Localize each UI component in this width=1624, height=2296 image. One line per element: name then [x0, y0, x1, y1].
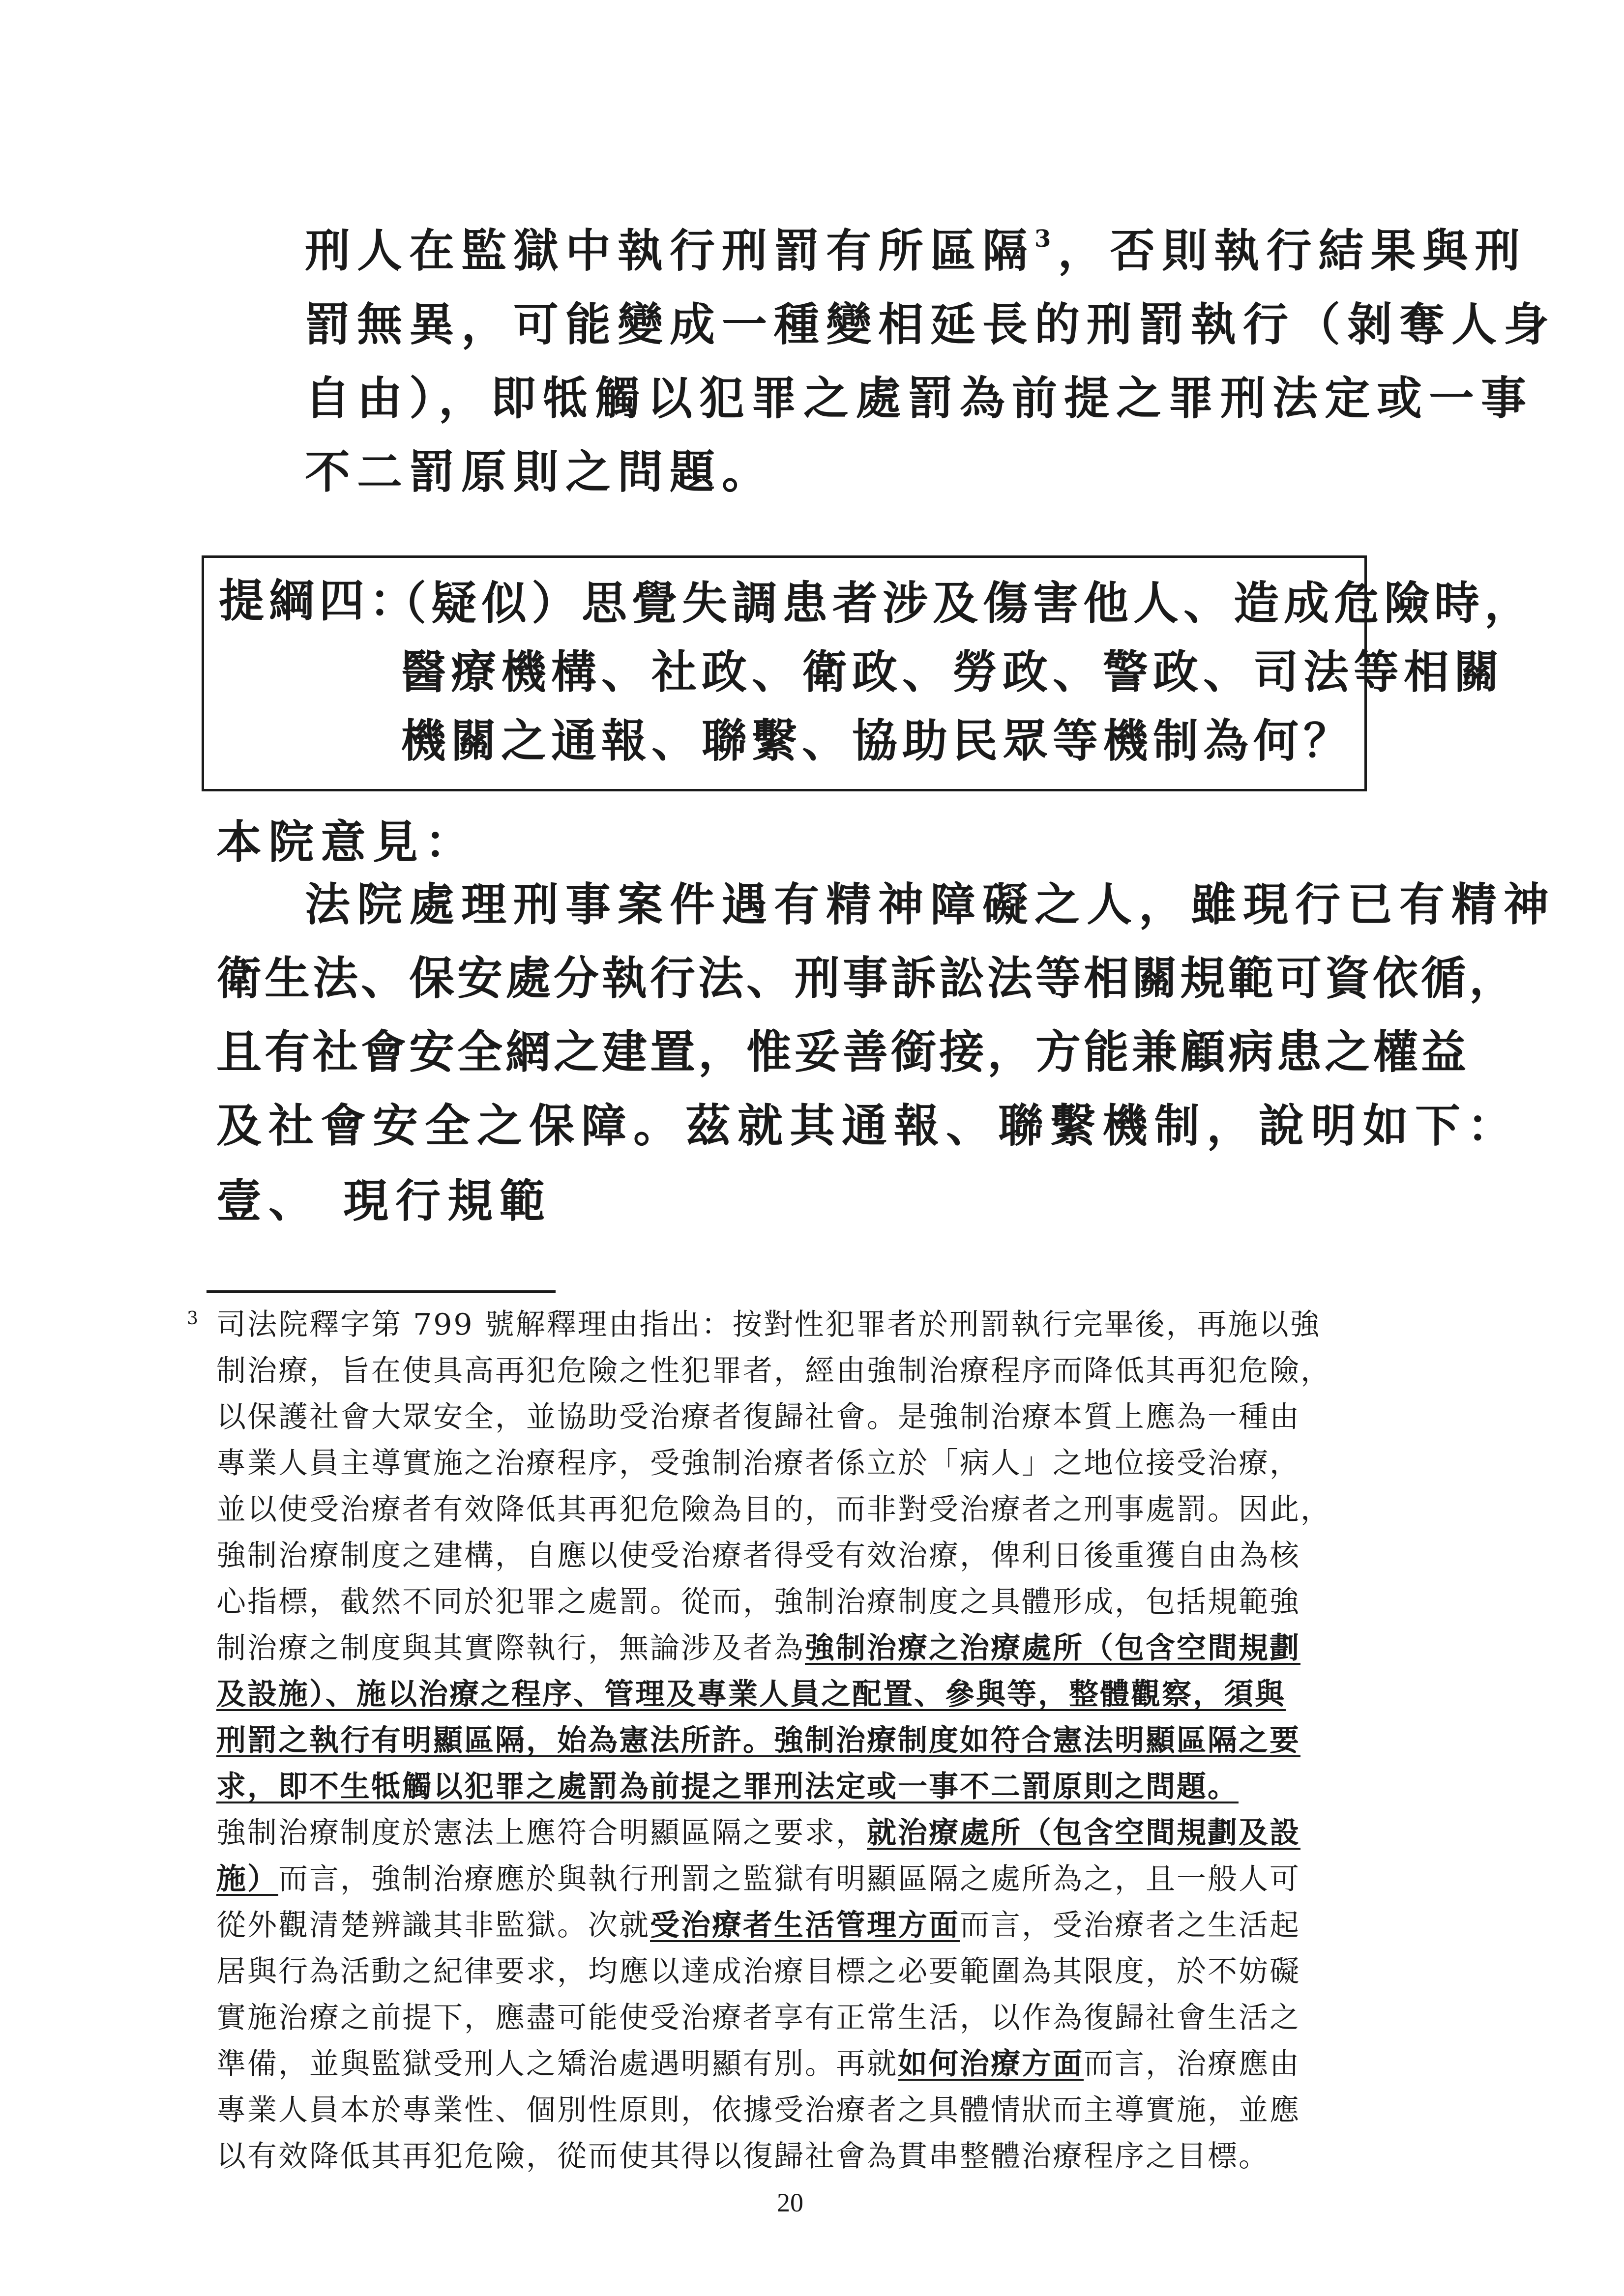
- footnote-line: 制治療，旨在使具高再犯危險之性犯罪者，經由強制治療程序而降低其再犯危險，: [216, 1354, 1331, 1388]
- footnote-line: [216, 1625, 1367, 1671]
- footnote-line: 實施治療之前提下，應盡可能使受治療者享有正常生活，以作為復歸社會生活之: [216, 2001, 1300, 2035]
- outline-text: [381, 569, 1535, 775]
- footnote-line: 強制治療制度之建構，自應以使受治療者得受有效治療，俾利日後重獲自由為核: [216, 1539, 1300, 1573]
- intro-line-1: [305, 221, 1527, 280]
- footnote-line: 以有效降低其再犯危險，從而使其得以復歸社會為貫串整體治療程序之目標。: [216, 2139, 1270, 2174]
- footnote-emphasis: 強制治療之治療處所（包含空間規劃: [805, 1631, 1300, 1665]
- intro-line-1-text-b: ，否則執行結果與刑: [1058, 224, 1527, 277]
- section-heading: 壹、 現行規範: [216, 1174, 552, 1227]
- footnote-text: 從外觀清楚辨識其非監獄。次就: [216, 1908, 650, 1943]
- footnote-marker: 3: [187, 1308, 198, 1329]
- footnote-line: 並以使受治療者有效降低其再犯危險為目的，而非對受治療者之刑事處罰。因此，: [216, 1492, 1331, 1527]
- footnote-text: 強制治療制度於憲法上應符合明顯區隔之要求，: [216, 1816, 867, 1850]
- footnote-line: [216, 2041, 1367, 2087]
- page-number: 20: [777, 2188, 803, 2217]
- footnote-emphasis: 刑罰之執行有明顯區隔，始為憲法所許。強制治療制度如符合憲法明顯區隔之要: [216, 1723, 1300, 1758]
- footnote-line: 專業人員主導實施之治療程序，受強制治療者係立於「病人」之地位接受治療，: [216, 1446, 1300, 1481]
- outline-line-3: 機關之通報、聯繫、協助民眾等機制為何？: [401, 714, 1354, 767]
- opinion-line-2: 衛生法、保安處分執行法、刑事訴訟法等相關規範可資依循，: [216, 952, 1518, 1005]
- footnote-reference: 3: [1034, 225, 1058, 253]
- footnote-text: 而言，受治療者之生活起: [960, 1908, 1300, 1943]
- intro-line-4: 不二罰原則之問題。: [305, 445, 774, 498]
- footnote-text: 而言，強制治療應於與執行刑罰之監獄有明顯區隔之處所為之，且一般人可: [278, 1862, 1300, 1896]
- outline-label: 提綱四：: [219, 574, 420, 627]
- footnote-line: [216, 1810, 1367, 1856]
- footnote-line: 心指標，截然不同於犯罪之處罰。從而，強制治療制度之具體形成，包括規範強: [216, 1585, 1300, 1619]
- footnote-line: 居與行為活動之紀律要求，均應以達成治療目標之必要範圍為其限度，於不妨礙: [216, 1954, 1300, 1989]
- opinion-heading: 本院意見：: [216, 815, 477, 869]
- footnote-emphasis: 就治療處所（包含空間規劃及設: [867, 1816, 1300, 1850]
- footnote-line: 專業人員本於專業性、個別性原則，依據受治療者之具體情狀而主導實施，並應: [216, 2093, 1300, 2127]
- footnote-text: 制治療之制度與其實際執行，無論涉及者為: [216, 1631, 805, 1665]
- footnote-emphasis: 如何治療方面: [898, 2047, 1084, 2081]
- opinion-line-3: 且有社會安全網之建置，惟妥善銜接，方能兼顧病患之權益: [216, 1025, 1470, 1078]
- footnote-line: [216, 1902, 1367, 1948]
- footnote-line: [216, 1764, 1367, 1810]
- outline-line-2: 醫療機構、社政、衛政、勞政、警政、司法等相關: [401, 645, 1505, 698]
- footnote-emphasis: 及設施）、施以治療之程序、管理及專業人員之配置、參與等，整體觀察，須與: [216, 1677, 1286, 1712]
- footnote-line: [216, 1671, 1367, 1717]
- opinion-line-4: 及社會安全之保障。茲就其通報、聯繫機制，說明如下：: [216, 1099, 1520, 1152]
- opinion-line-1: 法院處理刑事案件遇有精神障礙之人，雖現行已有精神: [305, 878, 1556, 931]
- footnote-separator: [207, 1290, 556, 1293]
- intro-line-1-text-a: 刑人在監獄中執行刑罰有所區隔: [305, 224, 1035, 277]
- footnote-emphasis: 施）: [216, 1862, 278, 1896]
- footnote-line: 以保護社會大眾安全，並協助受治療者復歸社會。是強制治療本質上應為一種由: [216, 1400, 1300, 1434]
- footnote-emphasis: 受治療者生活管理方面: [650, 1908, 960, 1943]
- footnote-text: 準備，並與監獄受刑人之矯治處遇明顯有別。再就: [216, 2047, 898, 2081]
- footnote-line: 司法院釋字第 799 號解釋理由指出：按對性犯罪者於刑罰執行完畢後，再施以強: [216, 1308, 1321, 1342]
- footnote-line: [216, 1717, 1367, 1764]
- footnote-emphasis: 求，即不生牴觸以犯罪之處罰為前提之罪刑法定或一事不二罰原則之問題。: [216, 1770, 1239, 1804]
- outline-box: [202, 555, 1535, 791]
- intro-line-2: 罰無異，可能變成一種變相延長的刑罰執行（剝奪人身: [305, 298, 1556, 351]
- intro-line-3: 自由），即牴觸以犯罪之處罰為前提之罪刑法定或一事: [305, 372, 1534, 425]
- footnote-line: [216, 1856, 1367, 1902]
- outline-line-1: （疑似）思覺失調患者涉及傷害他人、造成危險時，: [381, 577, 1535, 630]
- footnote-text: 而言，治療應由: [1084, 2047, 1300, 2081]
